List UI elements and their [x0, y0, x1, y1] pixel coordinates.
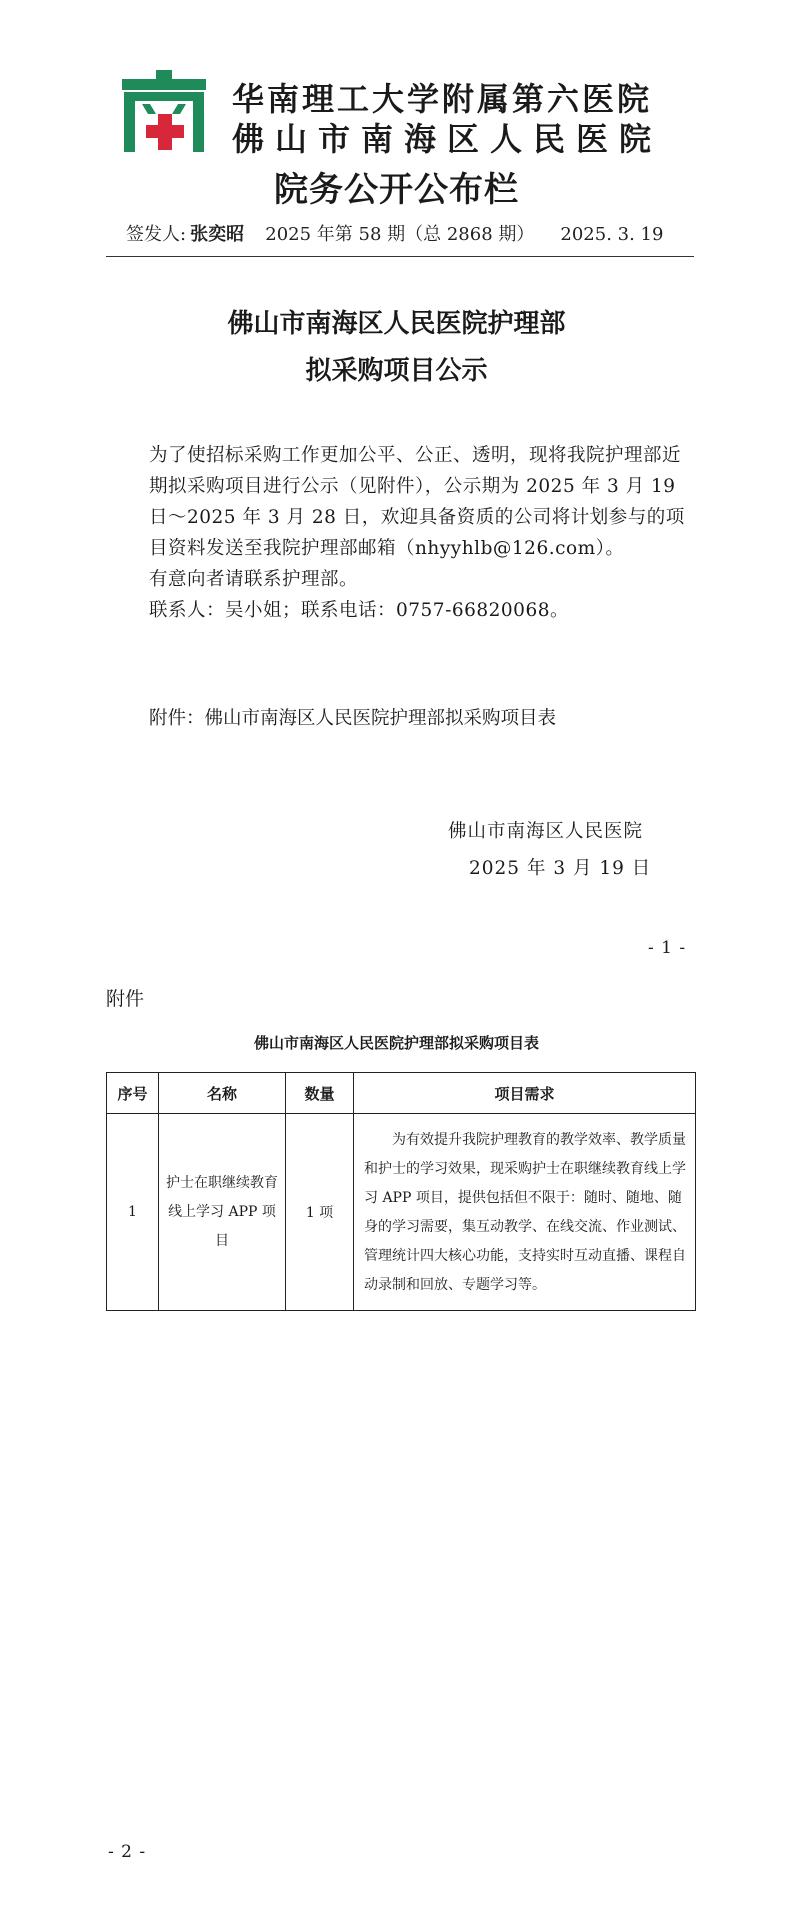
column-header-name: 名称 — [159, 1073, 286, 1114]
hospital-name-secondary: 佛山市南海区人民医院 — [232, 120, 663, 158]
attachment-reference: 附件：佛山市南海区人民医院护理部拟采购项目表 — [149, 708, 557, 729]
column-header-qty: 数量 — [286, 1073, 354, 1114]
board-title: 院务公开公布栏 — [274, 170, 519, 210]
notice-body — [106, 440, 696, 626]
header-divider — [106, 256, 694, 257]
contact-info: 联系人：吴小姐；联系电话：0757-66820068。 — [149, 600, 569, 621]
signer-label: 签发人: — [126, 224, 187, 245]
page-number-1: - 1 - — [648, 938, 687, 958]
issue-line — [126, 220, 667, 246]
procurement-table — [106, 1072, 696, 1311]
notice-paragraph: 为了使招标采购工作更加公平、公正、透明，现将我院护理部近期拟采购项目进行公示（见附件），公示期为 2025 年 3 月 19 日～2025 年 3 月 28 日，欢迎具备资质的公司将计划参与的项目资料发送至我院护理部邮箱（nhyyhlb@126.com）。 — [149, 445, 685, 559]
hospital-name-primary: 华南理工大学附属第六医院 — [232, 80, 653, 118]
column-header-requirement: 项目需求 — [354, 1073, 696, 1114]
table-row — [107, 1114, 696, 1311]
signature-organization: 佛山市南海区人民医院 — [448, 821, 644, 842]
cell-qty: 1 项 — [286, 1114, 354, 1311]
issue-number: 2025 年第 58 期（总 2868 期） — [265, 224, 535, 245]
hospital-logo — [122, 70, 206, 152]
signer-name: 张奕昭 — [190, 224, 245, 245]
attachment-label: 附件 — [106, 988, 145, 1010]
column-header-no: 序号 — [107, 1073, 159, 1114]
cell-no: 1 — [107, 1114, 159, 1311]
issue-date: 2025. 3. 19 — [560, 224, 664, 245]
signature-date: 2025 年 3 月 19 日 — [469, 858, 652, 879]
notice-title-line2: 拟采购项目公示 — [305, 356, 488, 386]
cell-requirement: 为有效提升我院护理教育的教学效率、教学质量和护士的学习效果，现采购护士在职继续教育线上学习 APP 项目，提供包括但不限于：随时、随地、随身的学习需要，集互动教学、在线交流、作业测试、管理统计四大核心功能，支持实时互动直播、课程自动录制和回放、专题学习等。 — [354, 1114, 696, 1311]
table-title: 佛山市南海区人民医院护理部拟采购项目表 — [253, 1034, 539, 1052]
page-number-2: - 2 - — [108, 1842, 147, 1862]
notice-title-line1: 佛山市南海区人民医院护理部 — [227, 309, 566, 339]
cell-name: 护士在职继续教育线上学习 APP 项目 — [159, 1114, 286, 1311]
table-header-row — [107, 1073, 696, 1114]
contact-intro: 有意向者请联系护理部。 — [149, 569, 359, 590]
